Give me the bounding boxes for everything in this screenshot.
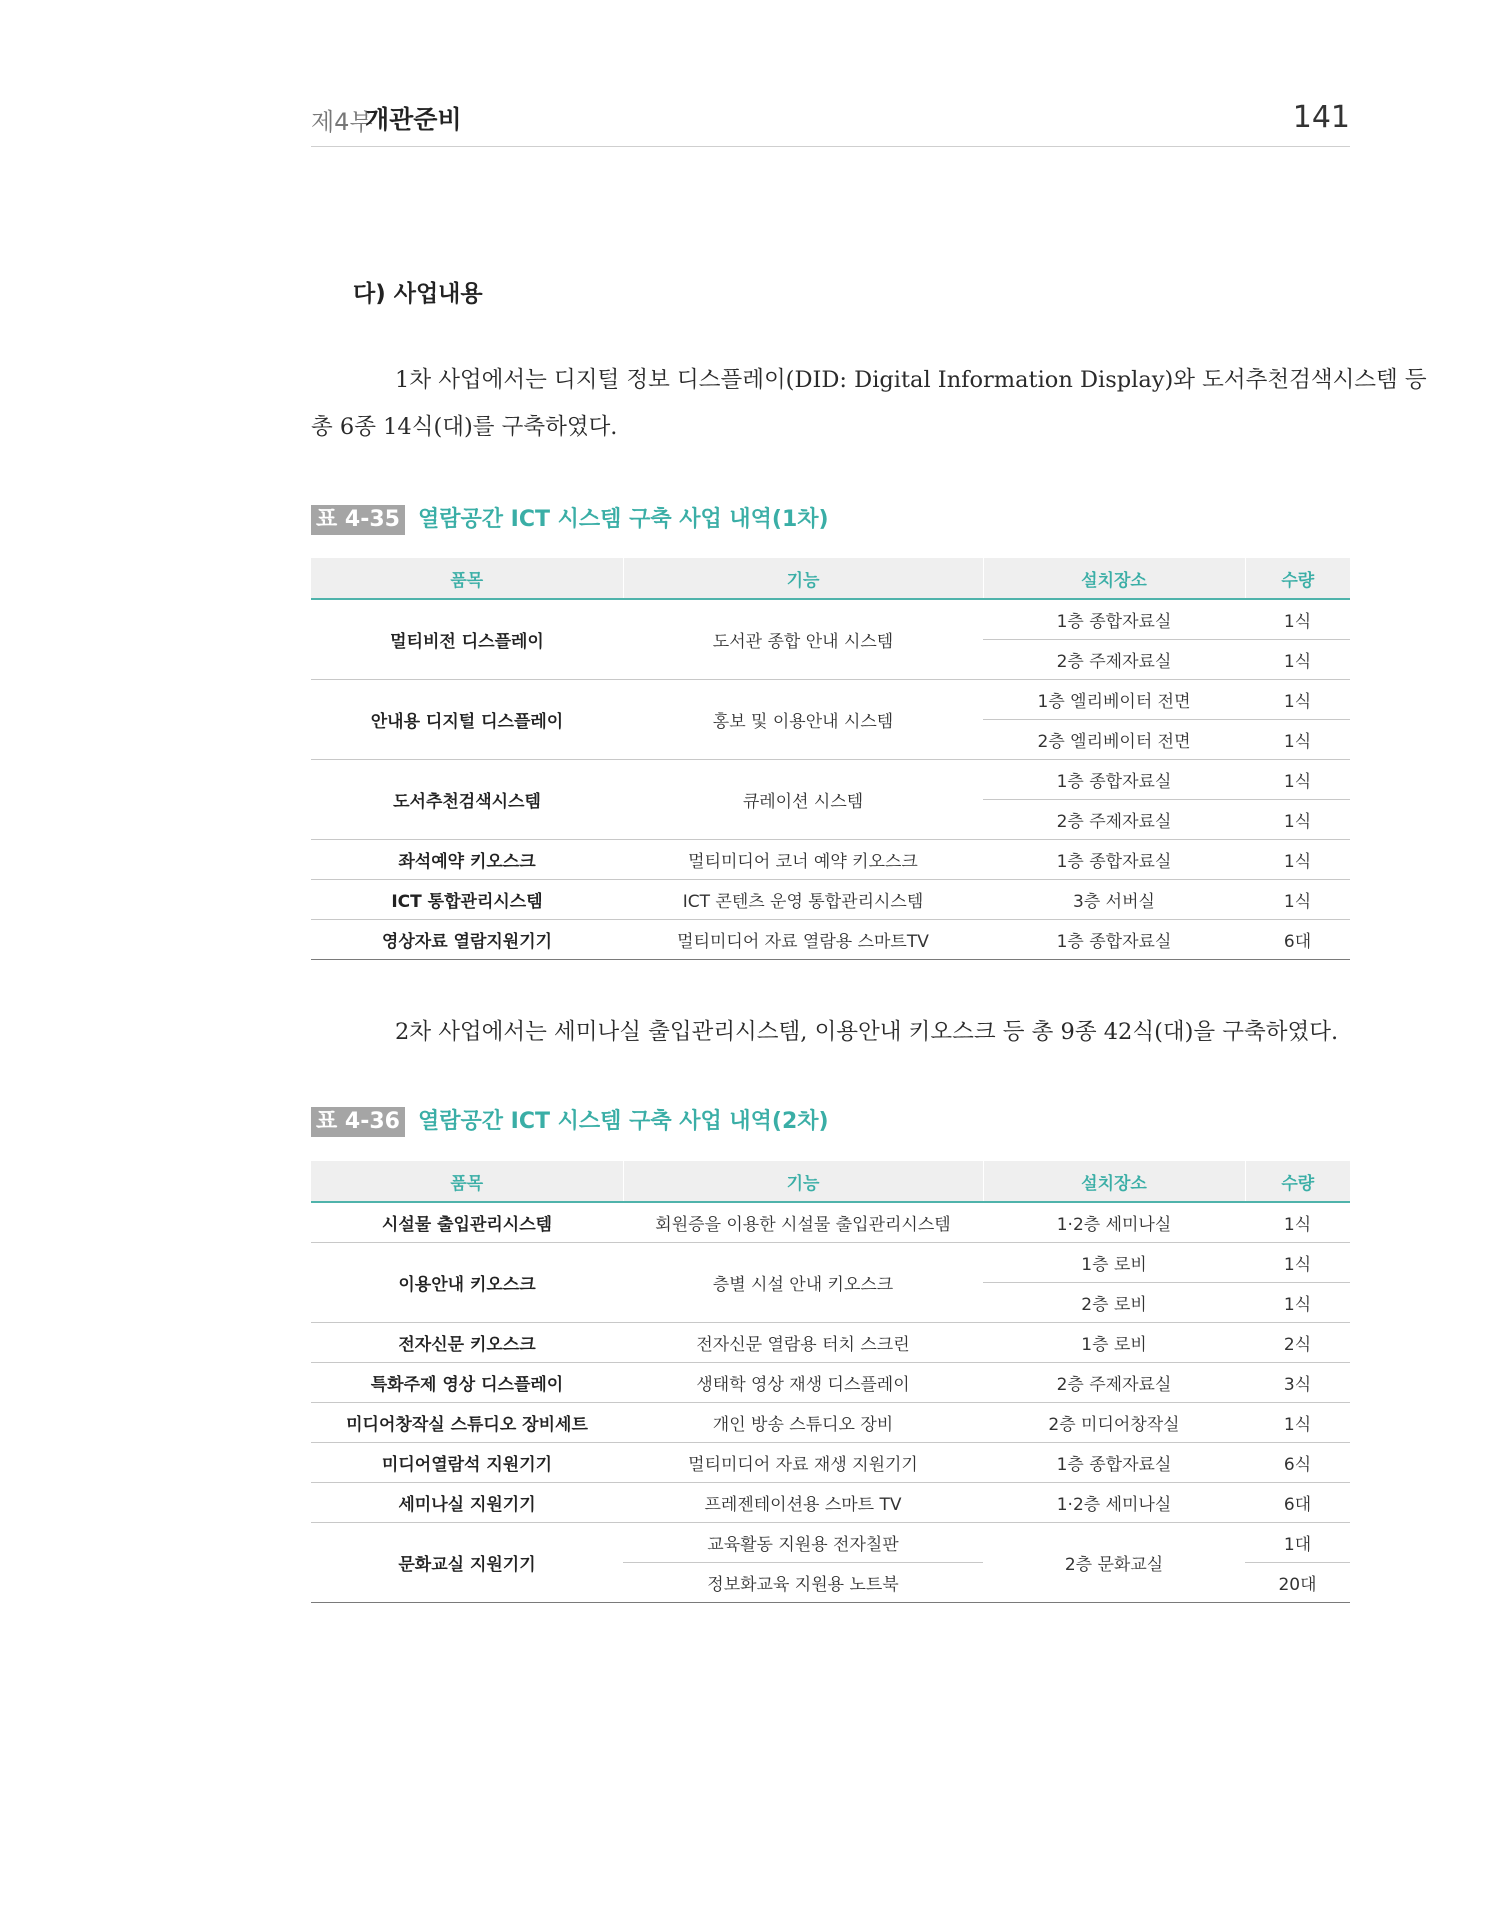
cell-item: 안내용 디지털 디스플레이 <box>311 680 623 760</box>
cell-function: 멀티미디어 자료 열람용 스마트TV <box>623 920 983 960</box>
cell-location: 2층 주제자료실 <box>983 640 1245 680</box>
table-row <box>311 1403 1350 1443</box>
cell-location: 1층 로비 <box>983 1243 1245 1283</box>
cell-location: 2층 주제자료실 <box>983 800 1245 840</box>
section-heading: 다) 사업내용 <box>353 281 483 307</box>
cell-function: 프레젠테이션용 스마트 TV <box>623 1483 983 1523</box>
header-function: 기능 <box>623 1161 983 1202</box>
cell-location: 2층 주제자료실 <box>983 1363 1245 1403</box>
cell-item: 미디어열람석 지원기기 <box>311 1443 623 1483</box>
cell-quantity: 1식 <box>1245 599 1350 640</box>
cell-function: 큐레이션 시스템 <box>623 760 983 840</box>
cell-quantity: 2식 <box>1245 1323 1350 1363</box>
cell-item: 멀티비전 디스플레이 <box>311 599 623 680</box>
header-quantity: 수량 <box>1245 558 1350 599</box>
cell-function: 홍보 및 이용안내 시스템 <box>623 680 983 760</box>
table-row <box>311 880 1350 920</box>
table-1-number: 표 4-35 <box>311 505 405 535</box>
table-row <box>311 920 1350 960</box>
cell-quantity: 1식 <box>1245 1202 1350 1243</box>
table-row <box>311 760 1350 800</box>
cell-location: 1층 로비 <box>983 1323 1245 1363</box>
cell-quantity: 20대 <box>1245 1563 1350 1603</box>
cell-item: 시설물 출입관리시스템 <box>311 1202 623 1243</box>
cell-quantity: 1식 <box>1245 1243 1350 1283</box>
cell-location: 1층 엘리베이터 전면 <box>983 680 1245 720</box>
table-row <box>311 1243 1350 1283</box>
table-row <box>311 840 1350 880</box>
cell-function: 전자신문 열람용 터치 스크린 <box>623 1323 983 1363</box>
cell-location: 2층 미디어창작실 <box>983 1403 1245 1443</box>
paragraph-1-line-2: 총 6종 14식(대)를 구축하였다. <box>311 414 618 440</box>
table-row <box>311 1443 1350 1483</box>
page-header <box>311 96 1350 147</box>
cell-item: ICT 통합관리시스템 <box>311 880 623 920</box>
cell-quantity: 1식 <box>1245 880 1350 920</box>
cell-quantity: 1식 <box>1245 1403 1350 1443</box>
cell-location: 1층 종합자료실 <box>983 1443 1245 1483</box>
table-row <box>311 1323 1350 1363</box>
cell-location: 2층 문화교실 <box>983 1523 1245 1603</box>
cell-location: 2층 엘리베이터 전면 <box>983 720 1245 760</box>
cell-location: 1층 종합자료실 <box>983 920 1245 960</box>
cell-item: 특화주제 영상 디스플레이 <box>311 1363 623 1403</box>
header-location: 설치장소 <box>983 558 1245 599</box>
cell-item: 영상자료 열람지원기기 <box>311 920 623 960</box>
table-1 <box>311 558 1350 960</box>
table-row <box>311 599 1350 640</box>
cell-location: 1층 종합자료실 <box>983 760 1245 800</box>
table-2-title: 열람공간 ICT 시스템 구축 사업 내역(2차) <box>418 1109 829 1134</box>
cell-quantity: 1식 <box>1245 800 1350 840</box>
cell-function: 층별 시설 안내 키오스크 <box>623 1243 983 1323</box>
paragraph-2: 2차 사업에서는 세미나실 출입관리시스템, 이용안내 키오스크 등 총 9종 42식(대)을 구축하였다. <box>395 1019 1339 1045</box>
cell-function: 도서관 종합 안내 시스템 <box>623 599 983 680</box>
table-1-title: 열람공간 ICT 시스템 구축 사업 내역(1차) <box>418 507 829 532</box>
table-row <box>311 1202 1350 1243</box>
table-header-row <box>311 1161 1350 1202</box>
cell-function: 정보화교육 지원용 노트북 <box>623 1563 983 1603</box>
cell-quantity: 1식 <box>1245 760 1350 800</box>
cell-function: 교육활동 지원용 전자칠판 <box>623 1523 983 1563</box>
cell-quantity: 1식 <box>1245 1283 1350 1323</box>
cell-function: 생태학 영상 재생 디스플레이 <box>623 1363 983 1403</box>
header-item: 품목 <box>311 558 623 599</box>
table-row <box>311 1363 1350 1403</box>
cell-item: 전자신문 키오스크 <box>311 1323 623 1363</box>
table-row <box>311 1483 1350 1523</box>
header-chapter-title: 개관준비 <box>365 105 462 134</box>
cell-location: 1·2층 세미나실 <box>983 1202 1245 1243</box>
cell-quantity: 1대 <box>1245 1523 1350 1563</box>
cell-item: 도서추천검색시스템 <box>311 760 623 840</box>
header-part-label: 제4부 <box>311 108 373 136</box>
cell-function: 멀티미디어 코너 예약 키오스크 <box>623 840 983 880</box>
cell-quantity: 3식 <box>1245 1363 1350 1403</box>
cell-item: 문화교실 지원기기 <box>311 1523 623 1603</box>
cell-quantity: 1식 <box>1245 840 1350 880</box>
header-item: 품목 <box>311 1161 623 1202</box>
cell-item: 이용안내 키오스크 <box>311 1243 623 1323</box>
cell-location: 1·2층 세미나실 <box>983 1483 1245 1523</box>
cell-quantity: 6식 <box>1245 1443 1350 1483</box>
cell-item: 좌석예약 키오스크 <box>311 840 623 880</box>
paragraph-1-line-1: 1차 사업에서는 디지털 정보 디스플레이(DID: Digital Information Display)와 도서추천검색시스템 등 <box>395 367 1427 393</box>
table-row <box>311 680 1350 720</box>
table-2-number: 표 4-36 <box>311 1107 405 1137</box>
cell-item: 세미나실 지원기기 <box>311 1483 623 1523</box>
table-row <box>311 1523 1350 1563</box>
cell-location: 3층 서버실 <box>983 880 1245 920</box>
table-header-row <box>311 558 1350 599</box>
cell-location: 1층 종합자료실 <box>983 599 1245 640</box>
cell-location: 2층 로비 <box>983 1283 1245 1323</box>
cell-item: 미디어창작실 스튜디오 장비세트 <box>311 1403 623 1443</box>
header-function: 기능 <box>623 558 983 599</box>
cell-quantity: 1식 <box>1245 720 1350 760</box>
cell-quantity: 6대 <box>1245 1483 1350 1523</box>
cell-function: ICT 콘텐츠 운영 통합관리시스템 <box>623 880 983 920</box>
cell-location: 1층 종합자료실 <box>983 840 1245 880</box>
header-quantity: 수량 <box>1245 1161 1350 1202</box>
table-2 <box>311 1161 1350 1603</box>
cell-function: 개인 방송 스튜디오 장비 <box>623 1403 983 1443</box>
cell-quantity: 1식 <box>1245 640 1350 680</box>
cell-quantity: 6대 <box>1245 920 1350 960</box>
cell-function: 멀티미디어 자료 재생 지원기기 <box>623 1443 983 1483</box>
cell-quantity: 1식 <box>1245 680 1350 720</box>
header-location: 설치장소 <box>983 1161 1245 1202</box>
cell-function: 회원증을 이용한 시설물 출입관리시스템 <box>623 1202 983 1243</box>
page-number: 141 <box>1292 100 1350 135</box>
